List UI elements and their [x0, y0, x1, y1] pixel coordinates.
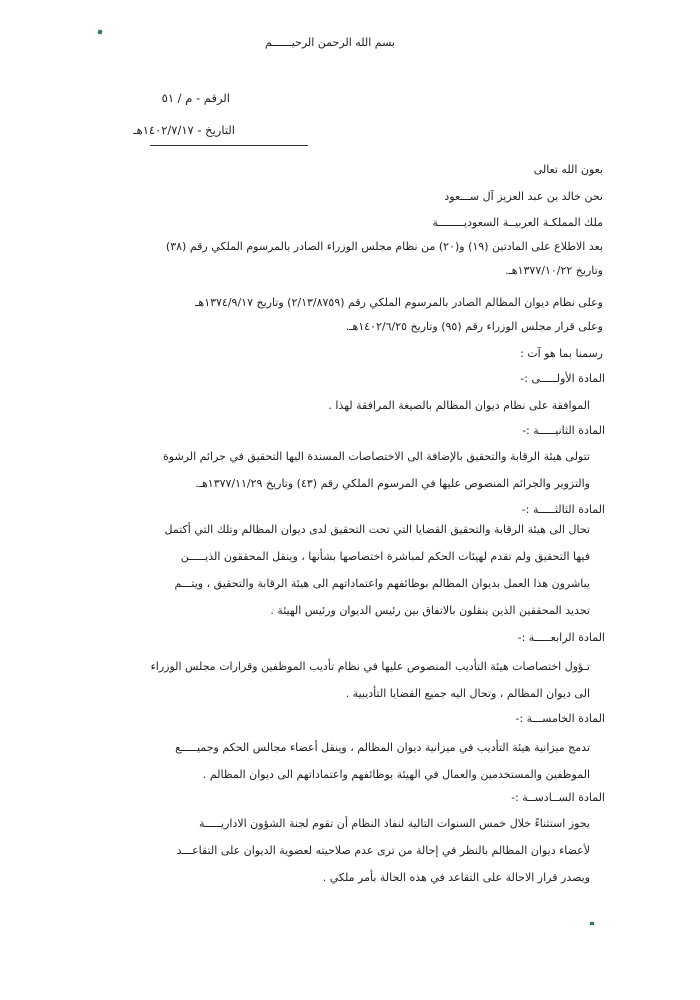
- article-heading: المادة الخامســـة :-: [515, 712, 605, 725]
- preamble-line: وعلى نظام ديوان المظالم الصادر بالمرسوم الملكي رقم (٢/١٣/٨٧٥٩) وتاريخ ١٣٧٤/٩/١٧هـ: [195, 296, 603, 309]
- article-heading: المادة الأولـــــى :-: [520, 372, 605, 385]
- article-heading: المادة الرابعـــــة :-: [517, 631, 605, 644]
- article-line: يجوز استثناءً خلال خمس السنوات التالية لنفاذ النظام أن تقوم لجنة الشؤون الاداريـــــة: [199, 817, 590, 830]
- article-line: فيها التحقيق ولم تقدم لهيئات الحكم لمباشرة اختصاصها بشأنها ، وينقل المحققون الذيـــــن: [180, 550, 590, 563]
- article-heading: المادة الثانيـــــة :-: [522, 424, 605, 437]
- scan-mark: [97, 29, 102, 34]
- article-line: تتولى هيئة الرقابة والتحقيق بالإضافة الى الاختصاصات المسندة اليها التحقيق في جرائم الرشوة: [163, 450, 590, 463]
- reference-number: الرقم - م / ٥١: [161, 91, 230, 105]
- scan-mark: [590, 922, 594, 925]
- preamble-line: بعد الاطلاع على المادتين (١٩) و(٢٠) من نظام مجلس الوزراء الصادر بالمرسوم الملكي رقم (٣٨): [165, 240, 603, 253]
- article-line: الموافقة على نظام ديوان المظالم بالصيغة المرافقة لهذا .: [328, 399, 590, 412]
- article-line: تحديد المحققين الذين ينقلون بالاتفاق بين رئيس الديوان ورئيس الهيئة .: [270, 604, 590, 617]
- bismillah: بسم الله الرحمن الرحيــــــم: [265, 36, 395, 49]
- article-line: تـؤول اختصاصات هيئة التأديب المنصوص عليها في نظام تأديب الموظفين وقرارات مجلس الوزراء: [150, 660, 590, 673]
- king-name: نحن خالد بن عبد العزيز آل ســـعود: [444, 190, 603, 203]
- decree-statement: رسمنا بما هو آت :: [520, 347, 603, 360]
- article-line: تدمج ميزانية هيئة التأديب في ميزانية ديوان المظالم ، وينقل أعضاء مجالس الحكم وجميـــــع: [175, 741, 590, 754]
- preamble-line: وتاريخ ١٣٧٧/١٠/٢٢هـ.: [505, 264, 603, 277]
- article-line: الموظفين والمستخدمين والعمال في الهيئة بوظائفهم واعتماداتهم الى ديوان المظالم .: [202, 768, 590, 781]
- article-line: الى ديوان المظالم ، وتحال اليه جميع القضايا التأديبية .: [345, 687, 590, 700]
- article-line: تحال الى هيئة الرقابة والتحقيق القضايا التي تحت التحقيق لدى ديوان المظالم وتلك التي أكتمل: [164, 523, 590, 536]
- article-heading: المادة الثالثـــــة :-: [521, 503, 605, 516]
- article-line: لأعضاء ديوان المظالم بالنظر في إحالة من ترى عدم صلاحيته لعضوية الديوان على التقاعـــد: [176, 844, 590, 857]
- article-line: يباشرون هذا العمل بديوان المظالم بوظائفهم واعتماداتهم الى هيئة الرقابة والتحقيق ، ويتـــم: [174, 577, 590, 590]
- document-date: التاريخ - ١٤٠٢/٧/١٧هـ: [133, 123, 235, 137]
- article-line: والتزوير والجرائم المنصوص عليها في المرسوم الملكي رقم (٤٣) وتاريخ ١٣٧٧/١١/٢٩هـ.: [195, 477, 590, 490]
- preamble-line: وعلى قرار مجلس الوزراء رقم (٩٥) وتاريخ ١٤٠٢/٦/٢٥هـ.: [345, 320, 603, 333]
- article-heading: المادة الســادســة :-: [511, 791, 605, 804]
- date-underline: [150, 145, 308, 146]
- invocation: بعون الله تعالى: [533, 163, 603, 176]
- king-title: ملك المملكـة العربيــة السعوديــــــــة: [432, 216, 603, 229]
- article-line: ويصدر قرار الاحالة على التقاعد في هذه الحالة بأمر ملكي .: [322, 871, 590, 884]
